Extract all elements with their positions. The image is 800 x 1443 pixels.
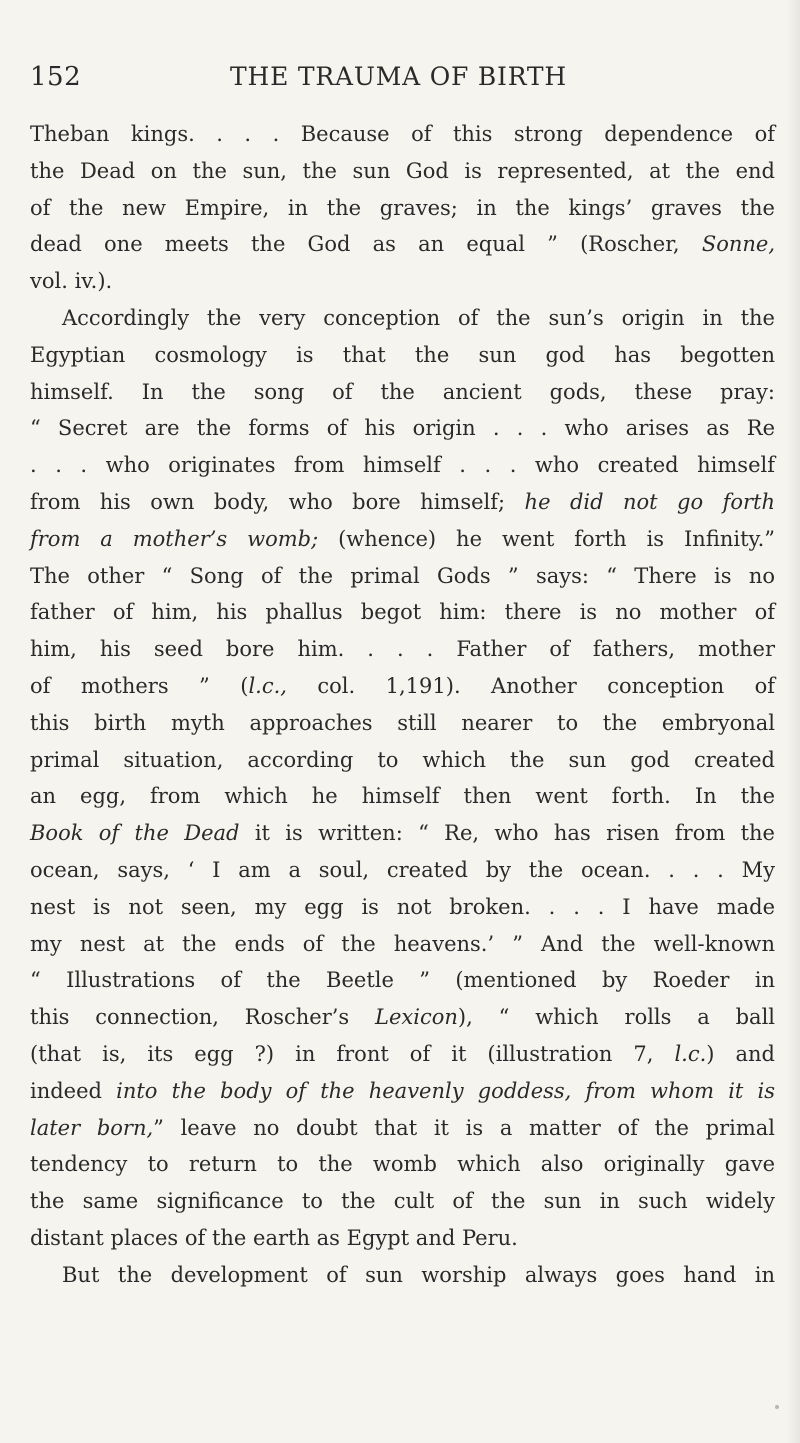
italic-segment: into the body of the heavenly goddess, from whom it is	[116, 1078, 775, 1103]
text-line-4	[30, 226, 775, 263]
text-line-10: . . . who originates from himself . . . who created himself	[30, 453, 775, 478]
italic-segment: Lexicon	[375, 1005, 458, 1030]
text-line-16	[30, 668, 775, 705]
text-line-6: Accordingly the very conception of the sun’s origin in the	[62, 305, 775, 330]
text-line-25	[30, 999, 775, 1036]
text-line-2: the Dead on the sun, the sun God is represented, at the end	[30, 158, 775, 183]
page-number: 152	[30, 62, 82, 92]
text-line-22: nest is not seen, my egg is not broken. . . . I have made	[30, 894, 775, 919]
text-line-1: Theban kings. . . . Because of this strong dependence of	[30, 122, 775, 146]
paper-speck	[775, 1405, 779, 1409]
text-line-20	[30, 815, 775, 852]
page-title: THE TRAUMA OF BIRTH	[230, 62, 567, 91]
italic-segment: l.c.,	[248, 673, 287, 698]
text-line-18: primal situation, according to which the sun god created	[30, 747, 775, 772]
text-line-26	[30, 1036, 775, 1073]
text-segment: col. 1,191). Another conception of	[286, 673, 775, 698]
italic-segment: from a mother’s womb;	[30, 526, 319, 551]
text-line-15: him, his seed bore him. . . . Father of fathers, mother	[30, 637, 775, 662]
italic-segment: Sonne,	[701, 232, 775, 257]
italic-segment: Book of the Dead	[30, 821, 240, 846]
text-segment: dead one meets the God as an equal ” (Roscher,	[30, 232, 702, 257]
text-segment: ) and	[706, 1041, 776, 1066]
text-segment: (that is, its egg ?) in front of it (illustration 7,	[30, 1041, 675, 1066]
text-line-9: “ Secret are the forms of his origin . . . who arises as Re	[30, 416, 775, 441]
body-text	[30, 116, 775, 1294]
text-line-3: of the new Empire, in the graves; in the kings’ graves the	[30, 195, 775, 220]
text-segment: of mothers ” (	[30, 673, 249, 698]
text-line-12	[30, 521, 775, 558]
text-line-30: the same significance to the cult of the sun in such widely	[30, 1189, 775, 1214]
text-line-31: distant places of the earth as Egypt and Peru.	[30, 1225, 518, 1250]
text-line-11	[30, 484, 775, 521]
text-line-29: tendency to return to the womb which also originally gave	[30, 1152, 775, 1177]
italic-segment: he did not go forth	[524, 489, 775, 514]
text-line-13: The other “ Song of the primal Gods ” says: “ There is no	[30, 563, 775, 588]
text-line-28	[30, 1110, 775, 1147]
text-line-7: Egyptian cosmology is that the sun god has begotten	[30, 342, 775, 367]
text-segment: ), “ which rolls a ball	[457, 1005, 776, 1030]
text-segment: from his own body, who bore himself;	[30, 489, 525, 514]
text-segment: it is written: “ Re, who has risen from the	[239, 821, 775, 846]
text-line-8: himself. In the song of the ancient gods, these pray:	[30, 379, 775, 404]
text-segment: this connection, Roscher’s	[30, 1005, 376, 1030]
text-line-19: an egg, from which he himself then went forth. In the	[30, 784, 775, 809]
text-line-17: this birth myth approaches still nearer to the embryonal	[30, 710, 775, 735]
text-line-27	[30, 1073, 775, 1110]
text-segment: (whence) he went forth is Infinity.”	[318, 526, 775, 551]
text-line-14: father of him, his phallus begot him: there is no mother of	[30, 600, 775, 625]
text-line-24: “ Illustrations of the Beetle ” (mentioned by Roeder in	[30, 968, 775, 993]
italic-segment: l.c.	[674, 1041, 707, 1066]
page-edge-shadow	[786, 0, 800, 1443]
running-head	[30, 62, 770, 96]
text-segment: indeed	[30, 1078, 117, 1103]
text-line-23: my nest at the ends of the heavens.’ ” And the well-known	[30, 931, 775, 956]
italic-segment: later born,	[30, 1115, 154, 1140]
text-line-21: ocean, says, ‘ I am a soul, created by the ocean. . . . My	[30, 857, 775, 882]
text-line-32: But the development of sun worship always goes hand in	[62, 1262, 775, 1287]
text-segment: ” leave no doubt that it is a matter of the primal	[153, 1115, 775, 1140]
text-line-5: vol. iv.).	[30, 269, 113, 294]
